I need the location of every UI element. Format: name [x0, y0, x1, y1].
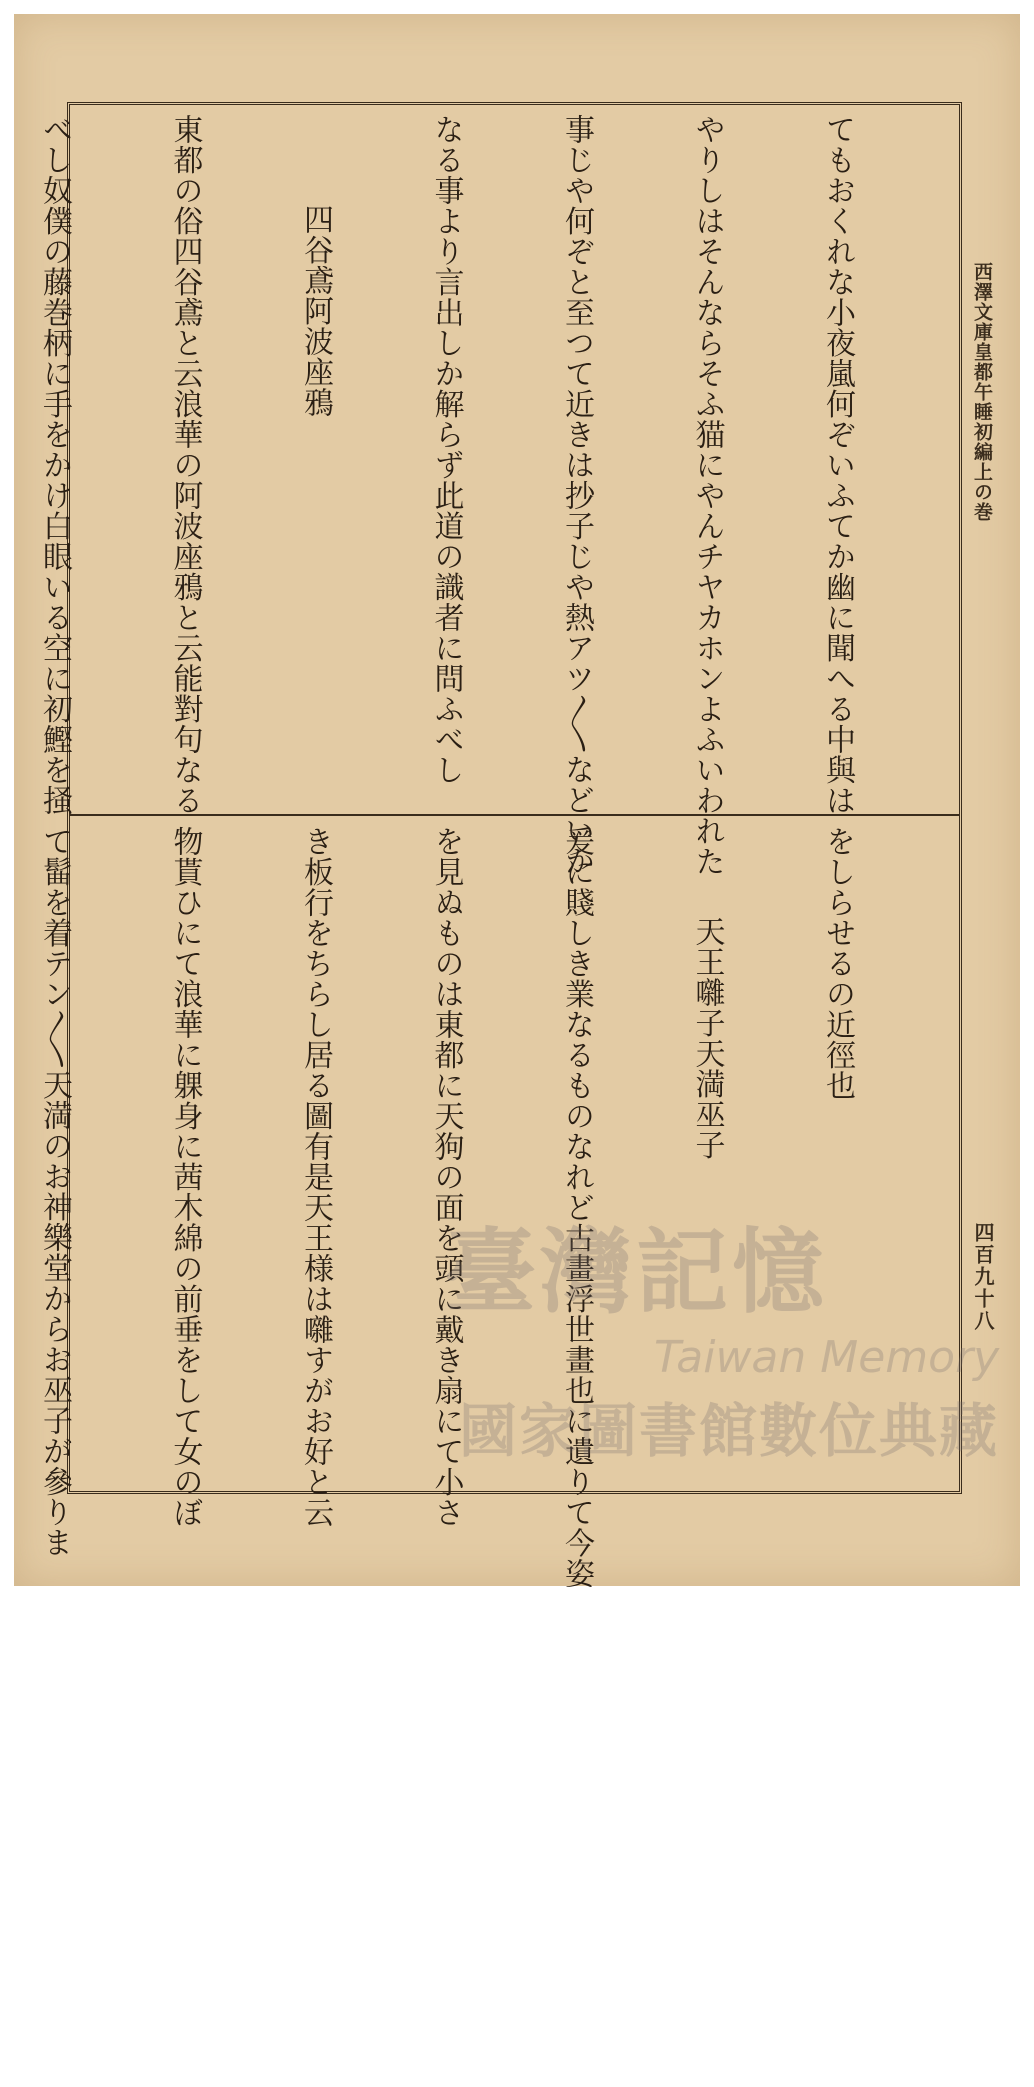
text-line: 物貰ひにて浪華に躶身に茜木綿の前垂をして女のぼ [167, 826, 203, 1528]
text-line: を見ぬものは東都に天狗の面を頭に戴き扇にて小さ [428, 826, 464, 1528]
text-line: き板行をちらし居る圖有是天王様は囃すがお好と云 [298, 826, 333, 1528]
text-line: をしらせるの近徑也 [820, 826, 855, 1101]
text-line: 爰に賤しき業なるものなれど古畫浮世畫也に遺りて今姿 [559, 826, 594, 1589]
text-line: やりしはそんならそふ猫にやんチヤカホンよふいわれた [689, 114, 725, 877]
page-number: 四百九十八 [971, 1222, 995, 1332]
text-line: べし奴僕の藤巻柄に手をかけ白眼いる空に初鰹を掻 [37, 114, 72, 816]
text-line: なる事より言出しか解らず此道の識者に問ふべし [428, 114, 464, 785]
lower-text-block [37, 826, 946, 1589]
book-page [14, 14, 1020, 1589]
section-heading: 天王囃子天満巫子 [689, 916, 725, 1160]
watermark-logo: 臺灣記憶 [444, 1219, 829, 1326]
upper-text-block [37, 114, 946, 877]
text-line: て髷を着テン〳〵天満のお神樂堂からお巫子が參りま [37, 826, 72, 1558]
running-title: 西澤文庫皇都午睡初編上の巻 [971, 262, 993, 522]
watermark-sub: 國家圖書館數位典藏 [459, 1397, 1000, 1465]
text-line: 事じや何ぞと至つて近きは抄子じや熱アツ〳〵などいか [559, 114, 594, 876]
section-heading: 四谷鳶阿波座鴉 [298, 204, 333, 418]
text-line: てもおくれな小夜嵐何ぞいふてか幽に聞へる中與は [820, 114, 855, 816]
watermark-latin: Taiwan Memory [654, 1332, 1000, 1383]
text-line: 東都の俗四谷鳶と云浪華の阿波座鴉と云能對句なる [167, 114, 203, 816]
